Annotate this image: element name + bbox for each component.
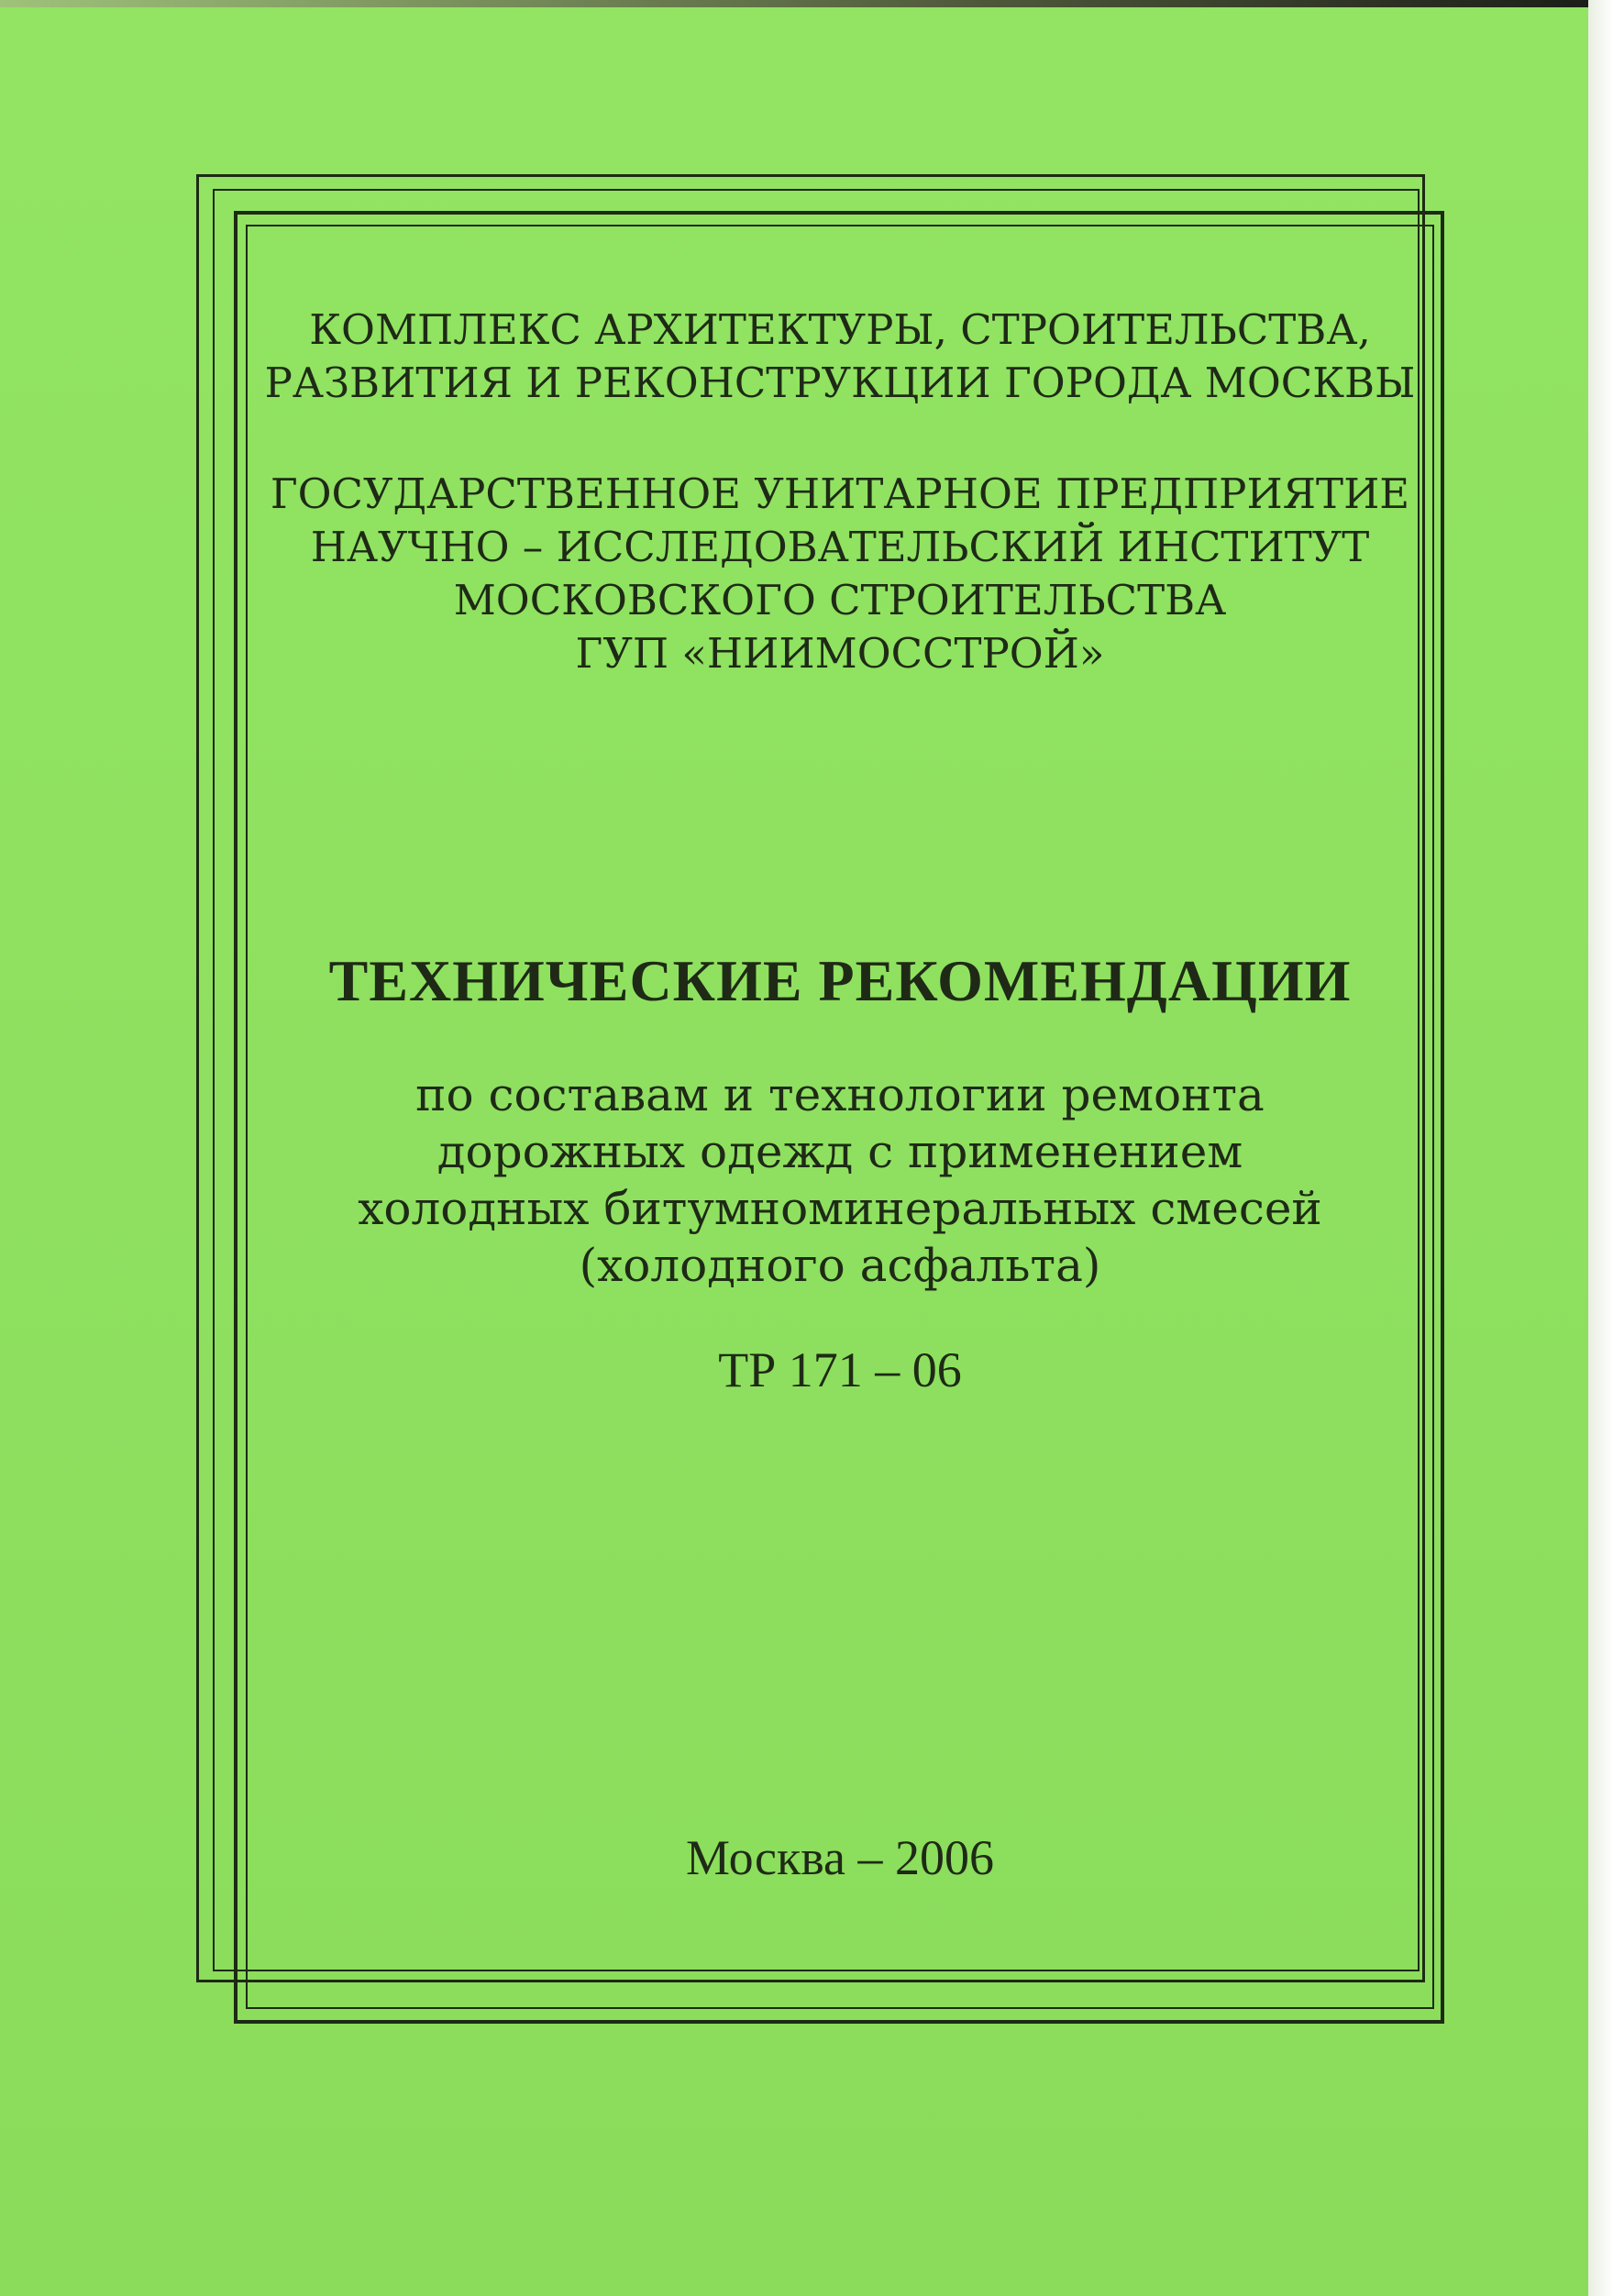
institute-line-4: ГУП «НИИМОССТРОЙ» [575, 629, 1105, 678]
institute-line-1: ГОСУДАРСТВЕННОЕ УНИТАРНОЕ ПРЕДПРИЯТИЕ [270, 469, 1410, 518]
scan-right-margin [1588, 0, 1613, 2296]
scan-top-edge [0, 0, 1613, 7]
subtitle-line-3: холодных битумноминеральных смесей [358, 1182, 1322, 1235]
institute-line-2: НАУЧНО – ИССЛЕДОВАТЕЛЬСКИЙ ИНСТИТУТ [310, 523, 1370, 571]
subtitle-line-4: (холодного асфальта) [579, 1239, 1101, 1292]
subtitle-line-2: дорожных одежд с применением [436, 1125, 1243, 1178]
institute-line-3: МОСКОВСКОГО СТРОИТЕЛЬСТВА [453, 576, 1227, 624]
org-line-2: РАЗВИТИЯ И РЕКОНСТРУКЦИИ ГОРОДА МОСКВЫ [264, 359, 1416, 407]
city-year: Москва – 2006 [686, 1830, 994, 1885]
subtitle-line-1: по составам и технологии ремонта [415, 1068, 1265, 1121]
org-line-1: КОМПЛЕКС АРХИТЕКТУРЫ, СТРОИТЕЛЬСТВА, [309, 305, 1371, 354]
document-code: ТР 171 – 06 [718, 1342, 962, 1397]
document-title: ТЕХНИЧЕСКИЕ РЕКОМЕНДАЦИИ [328, 948, 1352, 1013]
